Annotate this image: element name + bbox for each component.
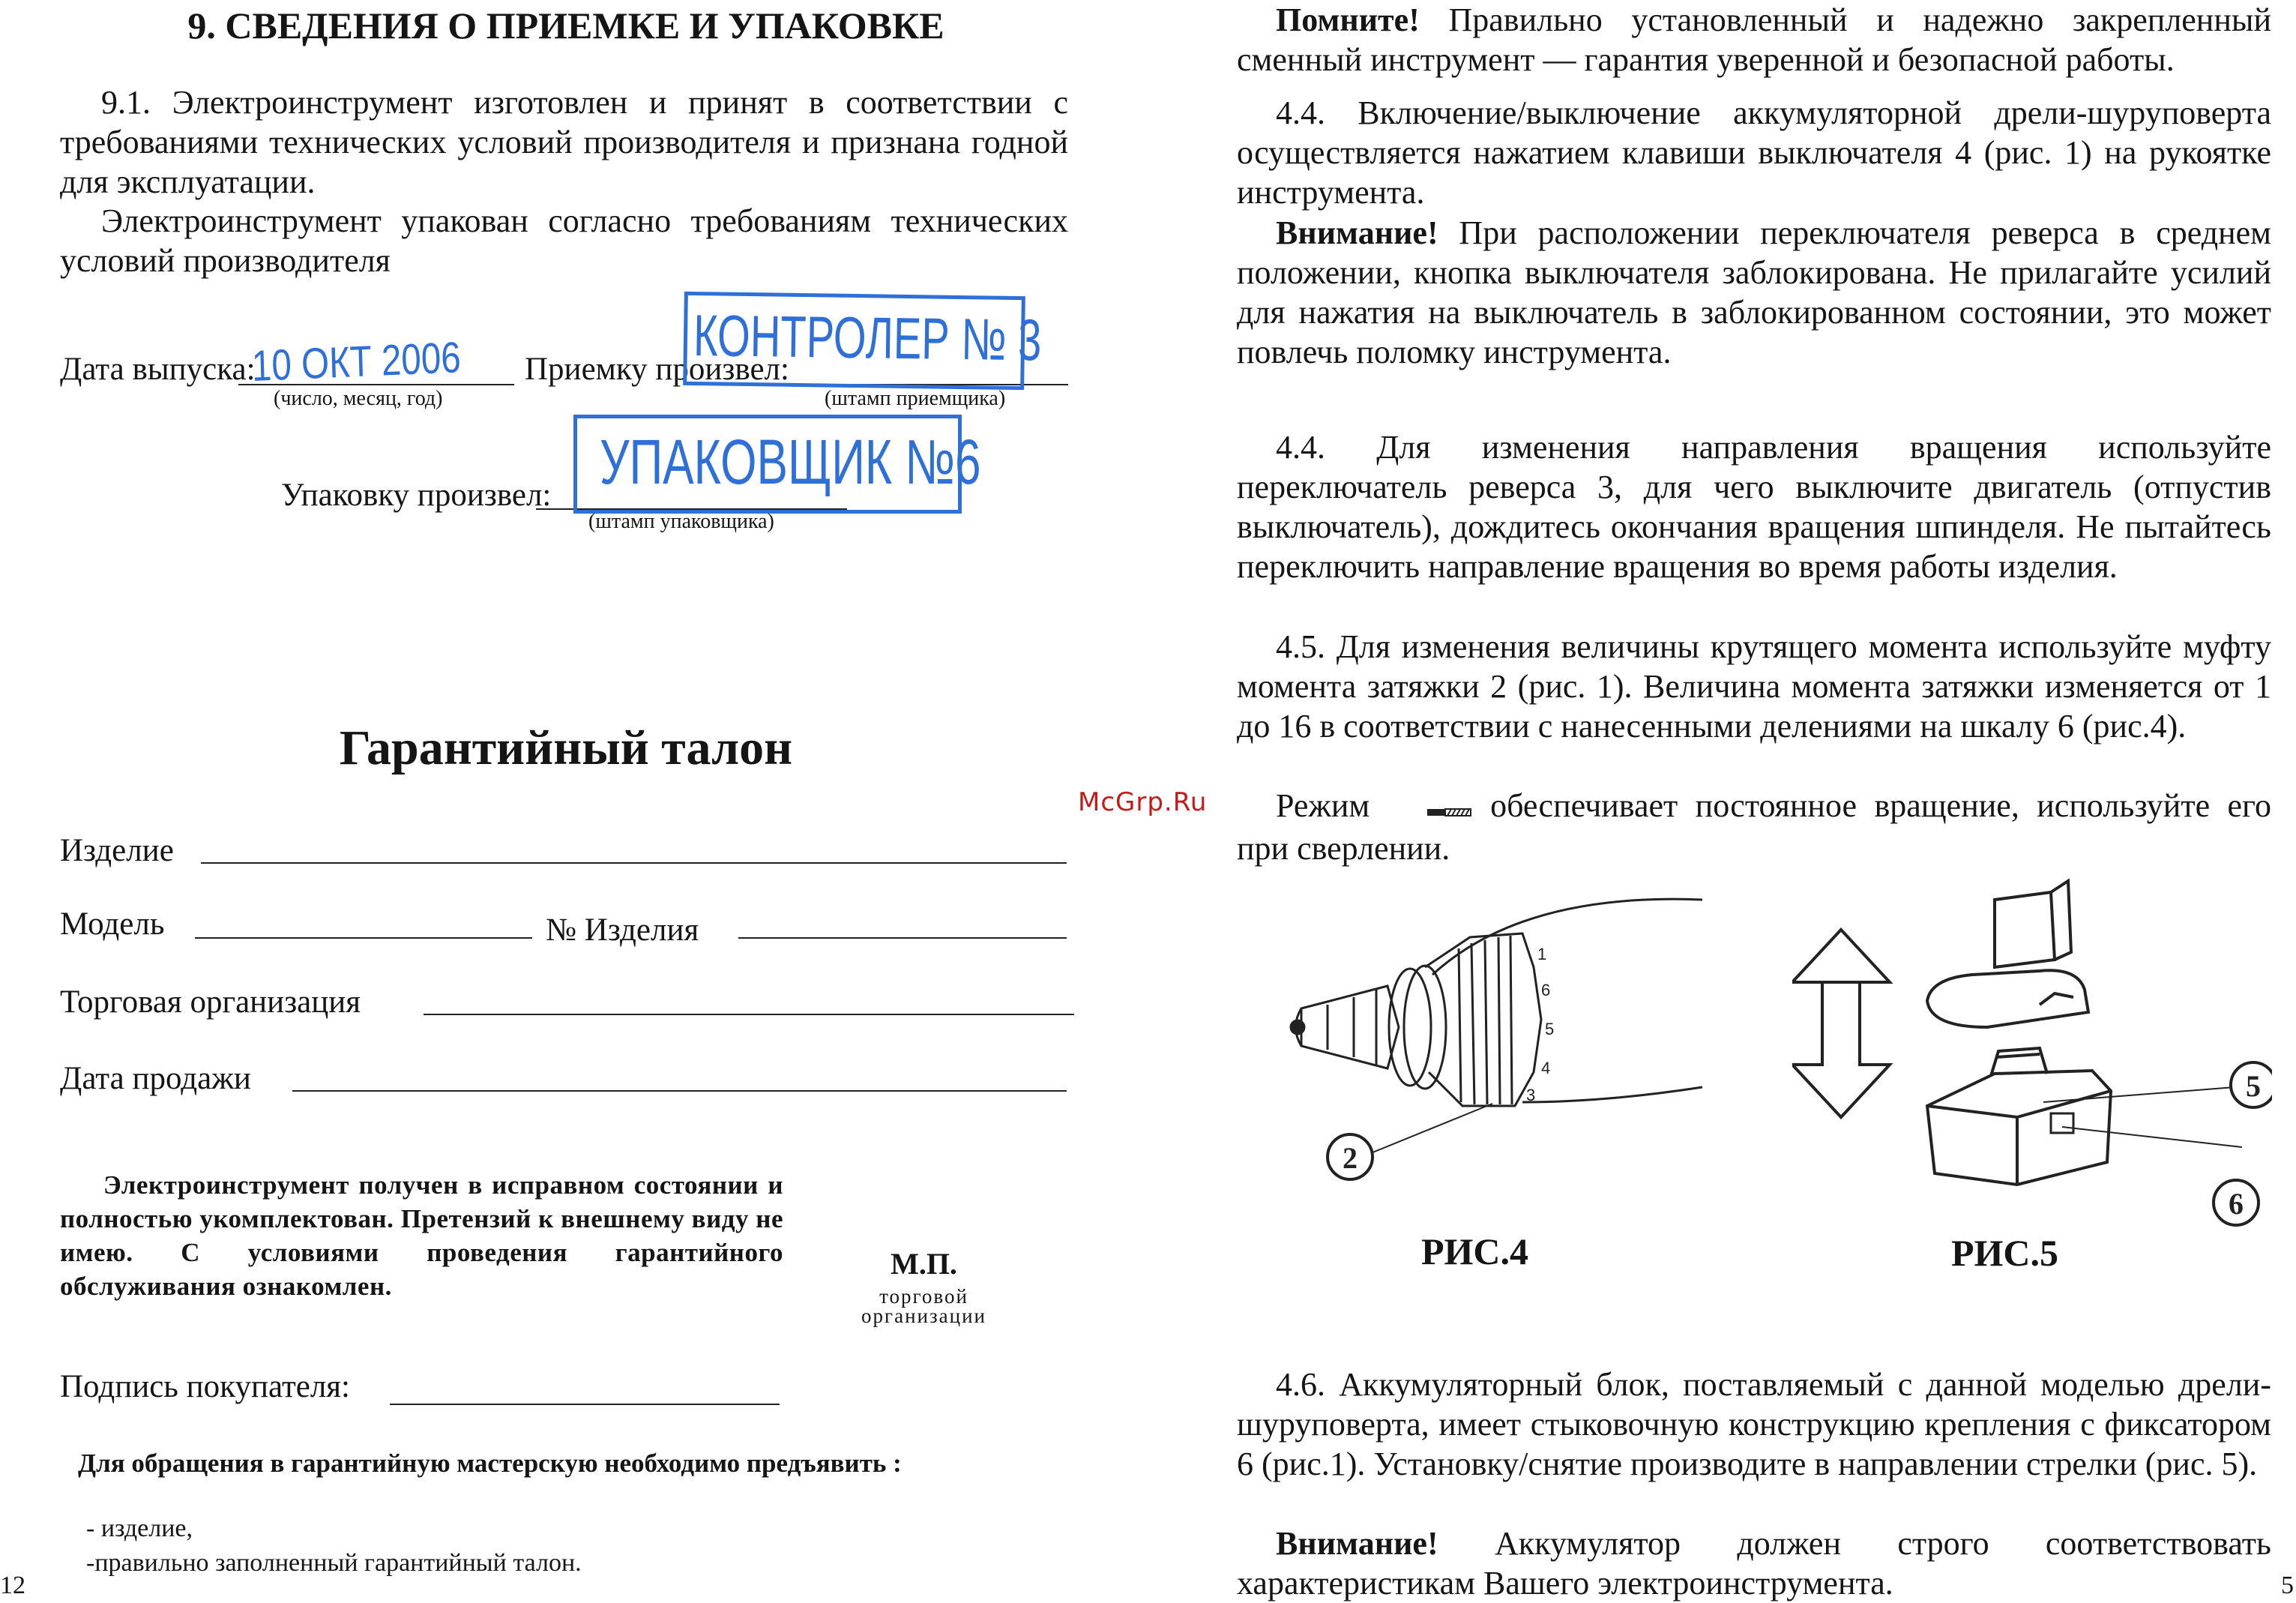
date-stamp: 10 ОКТ 2006 [251, 333, 462, 391]
chuck-scale-5: 5 [1545, 1020, 1555, 1038]
chuck-scale-1: 1 [1537, 945, 1547, 963]
switch-paragraph: 4.4. Включение/выключение аккумуляторной дрели-шуруповерта осуществляется нажатием клавиши выключателя 4 (рис. 1) на рукоятке инструмента. [1237, 94, 2271, 211]
chuck-scale-4: 4 [1541, 1059, 1551, 1077]
section-heading: 9. СВЕДЕНИЯ О ПРИЕМКЕ И УПАКОВКЕ [187, 4, 944, 46]
figure-4-drill-chuck [1275, 877, 1710, 1192]
packing-label: Упаковку произвел: [281, 478, 552, 513]
model-field-label: Модель [60, 906, 165, 942]
attention-paragraph-1 [1237, 213, 2271, 372]
release-date-label: Дата выпуска: [60, 352, 256, 387]
seal-label: М.П. [891, 1247, 957, 1281]
acceptance-label: Приемку произвел: [525, 352, 789, 387]
remember-text: Правильно установленный и надежно закрепленный сменный инструмент — гарантия уверенной и безопасной работы. [1237, 1, 2272, 78]
callout-6: 6 [2229, 1187, 2244, 1221]
figure-4-caption: РИС.4 [1421, 1230, 1529, 1272]
buyer-signature-line [390, 1404, 780, 1405]
service-requirement: Для обращения в гарантийную мастерскую необходимо предъявить : [78, 1449, 902, 1478]
attention-paragraph-2 [1237, 1524, 2271, 1603]
page-number-left: 12 [0, 1572, 25, 1599]
product-number-line [738, 937, 1067, 939]
remember-paragraph [1237, 0, 2271, 79]
packer-stamp [573, 415, 981, 514]
controller-stamp-text: КОНТРОЛЕР № 3 [693, 302, 1043, 373]
sale-date-field-line [292, 1090, 1067, 1092]
product-field-label: Изделие [60, 833, 174, 868]
requirement-item-2: -правильно заполненный гарантийный талон. [86, 1549, 582, 1577]
acceptance-hint: (штамп приемщика) [825, 387, 1006, 410]
callout-5: 5 [2246, 1069, 2261, 1103]
mode-paragraph [1237, 786, 2271, 868]
trade-org-field-line [424, 1014, 1074, 1015]
seal-subtitle-1: торговой [879, 1285, 968, 1308]
packer-stamp-text: УПАКОВЩИК №6 [600, 427, 981, 497]
chuck-scale-6: 6 [1541, 981, 1551, 999]
product-number-label: № Изделия [546, 912, 699, 948]
attention-bold-2: Внимание! [1276, 1525, 1438, 1562]
callout-2: 2 [1343, 1141, 1358, 1175]
trade-org-field-label: Торговая организация [60, 984, 361, 1020]
torque-paragraph: 4.5. Для изменения величины крутящего момента используйте муфту момента затяжки 2 (рис. 1). Величина момента затяжки изменяется от 1 до 16 в соответствии с нанесенными делениями на шкалу 6 (рис.4). [1237, 628, 2271, 745]
page-number-right: 5 [2281, 1572, 2294, 1599]
attention-text-1: При расположении переключателя реверса в среднем положении, кнопка выключателя заблокирована. Не прилагайте усилий для нажатия на выключатель в заблокированном состоянии, это может повлечь поломку инструмента. [1237, 214, 2271, 370]
packing-hint: (штамп упаковщика) [588, 510, 774, 533]
packing-paragraph: Электроинструмент упакован согласно требованиям технических условий производителя [60, 202, 1068, 279]
figure-5-caption: РИС.5 [1951, 1232, 2059, 1274]
reverse-paragraph: 4.4. Для изменения направления вращения используйте переключатель реверса 3, для чего выключите двигатель (отпустив выключатель), дождитесь окончания вращения шпинделя. Не пытайтесь переключить направление вращения во время работы изделия. [1237, 429, 2271, 585]
remember-bold: Помните! [1276, 1, 1420, 38]
requirement-item-1: - изделие, [86, 1515, 193, 1542]
buyer-signature-label: Подпись покупателя: [60, 1369, 350, 1404]
attention-text-2: Аккумулятор должен строго соответствовать характеристикам Вашего электроинструмента. [1237, 1525, 2271, 1602]
battery-paragraph: 4.6. Аккумуляторный блок, поставляемый с данной моделью дрели-шуруповерта, имеет стыковочную конструкцию крепления с фиксатором 6 (рис.1). Установку/снятие производите в направлении стрелки (рис. 5). [1237, 1366, 2271, 1482]
attention-bold-1: Внимание! [1276, 214, 1438, 251]
controller-stamp [683, 292, 1043, 390]
mode-after: обеспечивает постоянное вращение, используйте его при сверлении. [1237, 787, 2272, 867]
watermark: McGrp.Ru [1078, 787, 1208, 817]
seal-subtitle-2: организации [861, 1305, 986, 1327]
chuck-scale-3: 3 [1526, 1086, 1536, 1104]
mode-before: Режим [1276, 787, 1370, 824]
figure-5-battery [1792, 877, 2272, 1237]
right-page [1148, 0, 2296, 1603]
model-field-line [195, 937, 532, 939]
acceptance-paragraph: 9.1. Электроинструмент изготовлен и принят в соответствии с требованиями технических условий производителя и признана годной для эксплуатации. [60, 84, 1068, 200]
product-field-line [201, 862, 1067, 864]
release-date-hint: (число, месяц, год) [274, 387, 443, 410]
sale-date-field-label: Дата продажи [60, 1061, 251, 1096]
drill-mode-icon [1387, 789, 1473, 828]
receipt-statement: Электроинструмент получен в исправном состоянии и полностью укомплектован. Претензий к внешнему виду не имею. С условиями проведения гарантийного обслуживания ознакомлен. [60, 1170, 783, 1301]
warranty-title: Гарантийный талон [339, 721, 793, 775]
